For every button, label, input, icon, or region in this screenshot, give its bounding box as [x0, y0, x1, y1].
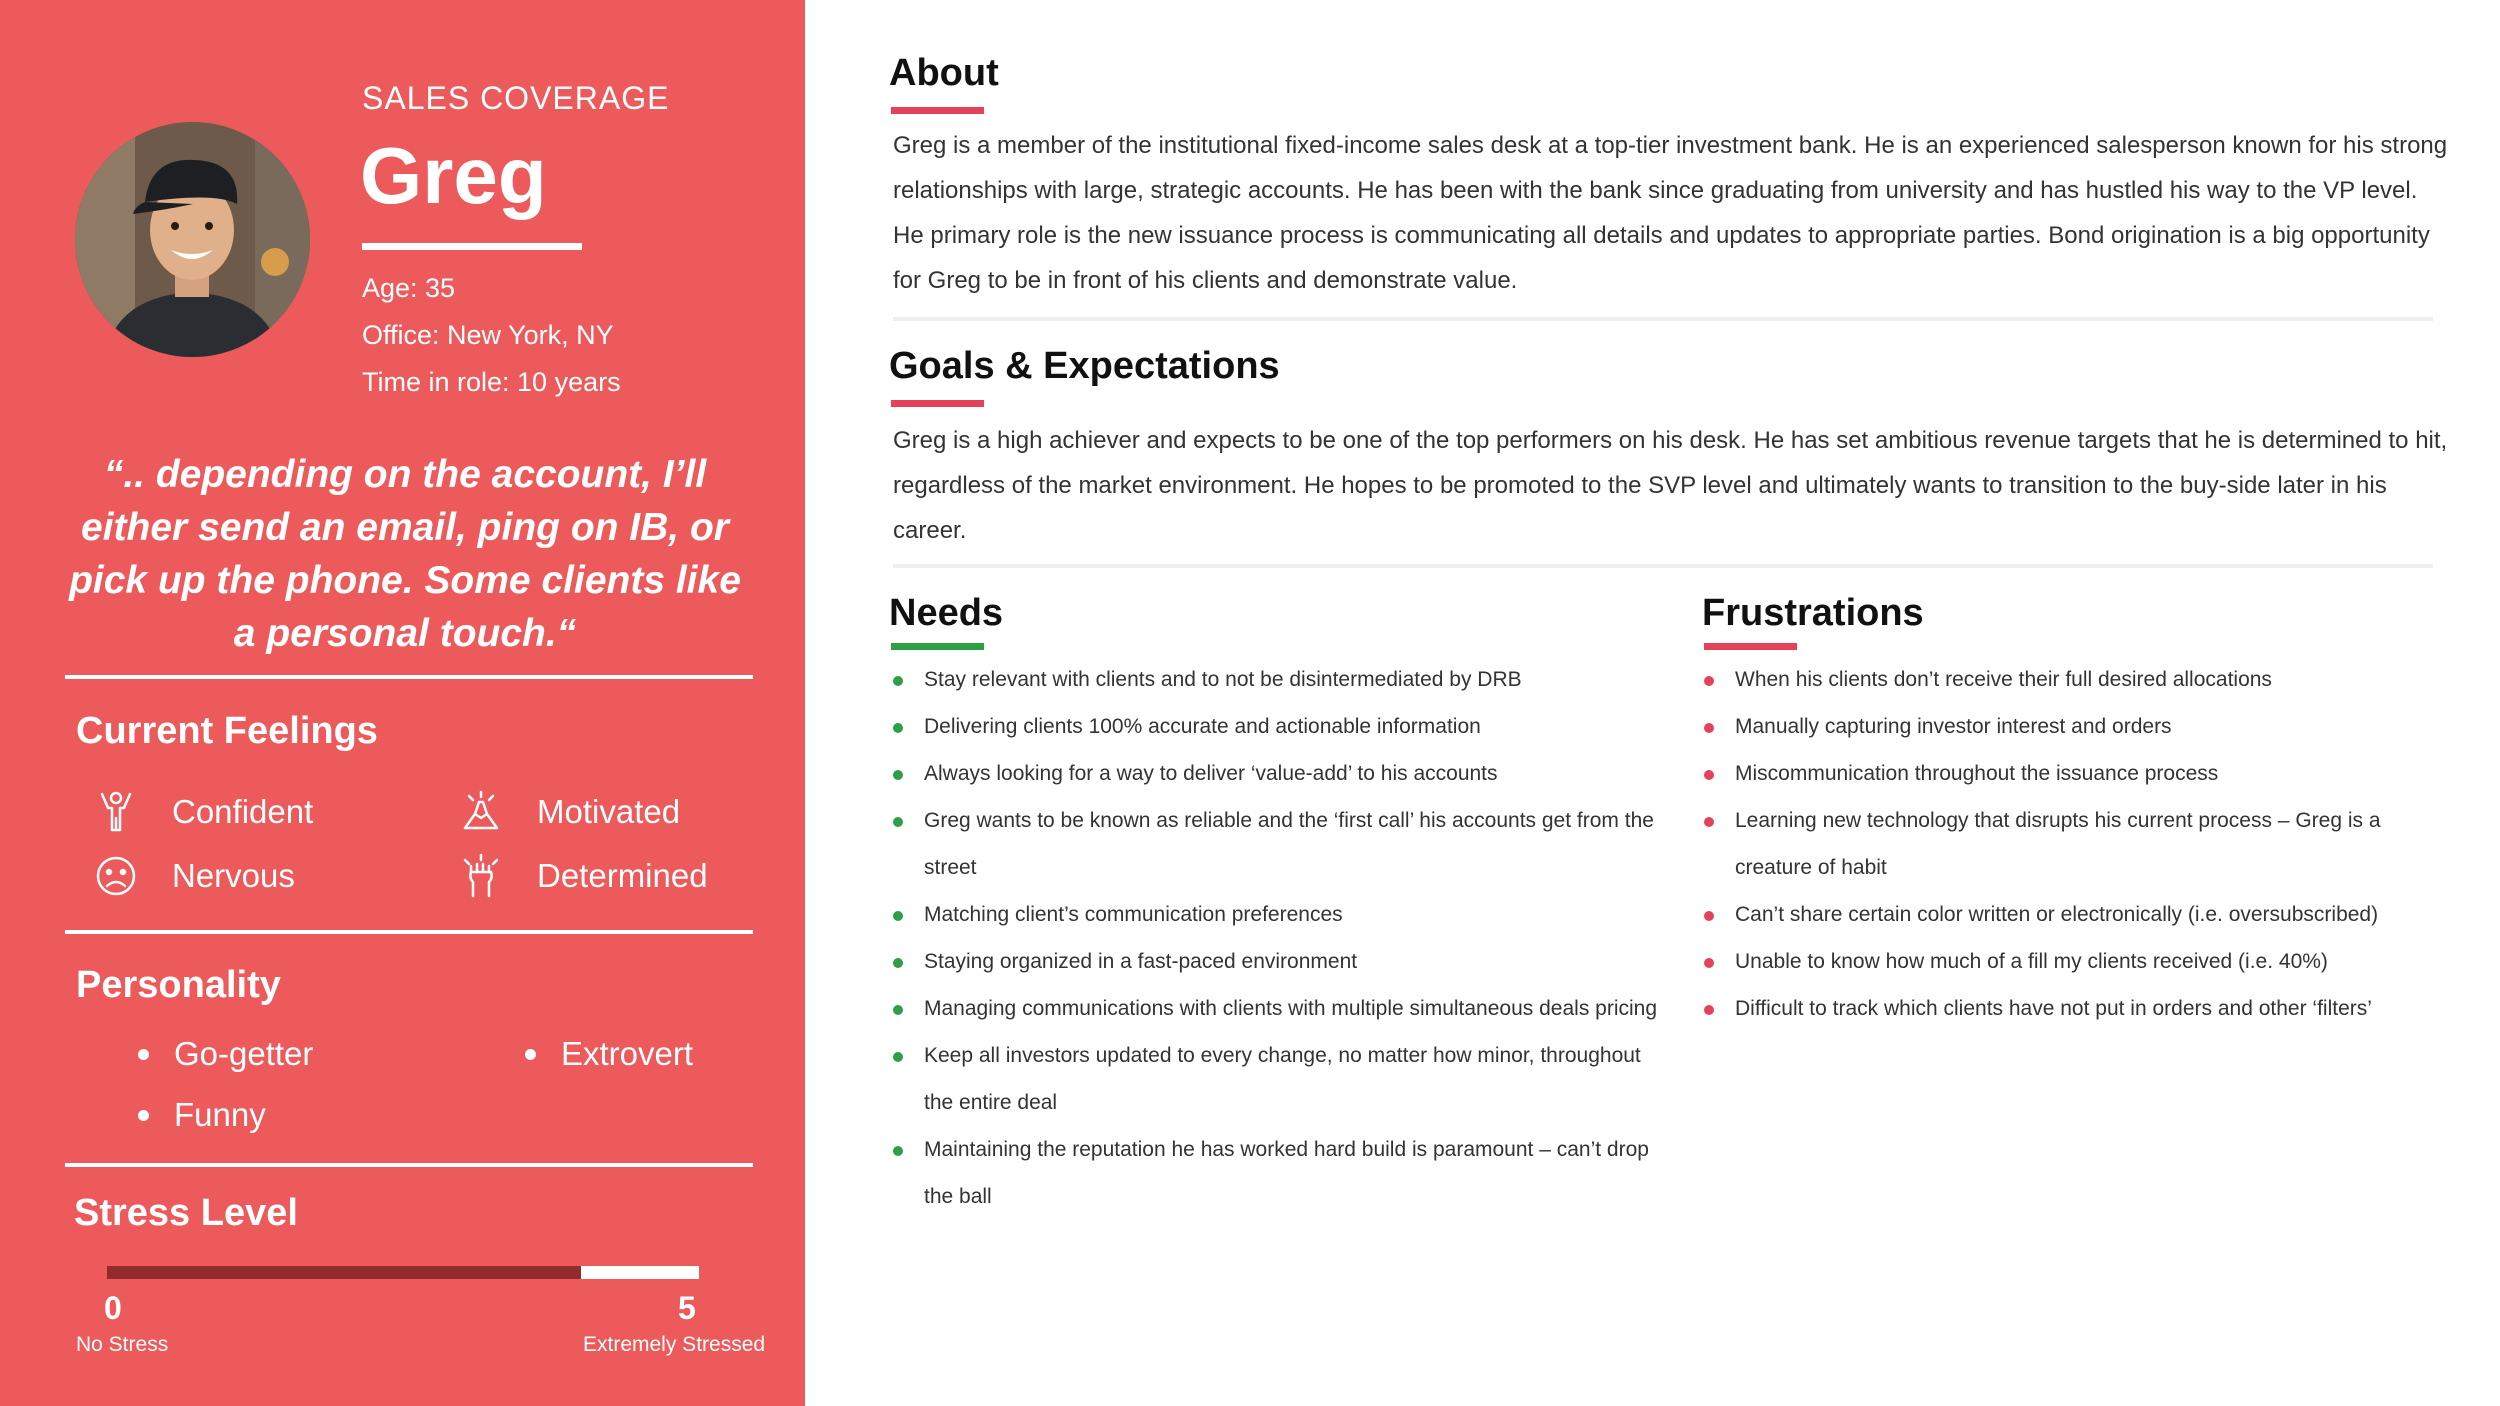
feeling-nervous: [90, 850, 295, 902]
frustration-text: Unable to know how much of a fill my clients received (i.e. 40%): [1735, 950, 2328, 973]
bullet-icon: [893, 958, 903, 968]
goals-text: Greg is a high achiever and expects to be one of the top performers on his desk. He has set ambitious revenue targets that he is determined to hit, regardless of the market environment. He hopes to be promoted to the SVP level and ultimately wants to transition to the buy-side later in his career.: [893, 427, 2448, 544]
needs-title: Needs: [889, 592, 1004, 634]
feeling-motivated: [455, 786, 680, 838]
persona-office: Office: New York, NY: [362, 320, 614, 350]
need-text: Always looking for a way to deliver ‘value-add’ to his accounts: [924, 762, 1498, 785]
stress-level-bar: [107, 1266, 699, 1279]
bullet-icon: [525, 1049, 536, 1060]
list-item: [1702, 938, 2462, 985]
about-text: Greg is a member of the institutional fixed-income sales desk at a top-tier investment bank. He is an experienced salesperson known for his strong relationships with large, strategic accounts. He has been with the bank since graduating from university and has hustled his way to the VP level. He primary role is the new issuance process is communicating all details and updates to appropriate parties. Bond origination is a big opportunity for Greg to be in front of his clients and demonstrate value.: [893, 132, 2448, 294]
bullet-icon: [138, 1049, 149, 1060]
frustration-text: Learning new technology that disrupts his current process – Greg is a creature of habit: [1735, 809, 2381, 879]
stress-level-fill: [107, 1266, 581, 1279]
list-item: [891, 656, 1671, 703]
stress-min: 0: [104, 1290, 122, 1326]
list-item: [1702, 891, 2462, 938]
determined-icon: [455, 850, 507, 902]
goals-underline: [891, 400, 984, 407]
list-item: [1702, 703, 2462, 750]
trait-label: Funny: [174, 1096, 266, 1133]
frustration-text: When his clients don’t receive their full desired allocations: [1735, 668, 2272, 691]
list-item: [1702, 750, 2462, 797]
list-item: [891, 1032, 1671, 1126]
persona-age: Age: 35: [362, 273, 456, 303]
need-text: Matching client’s communication preferences: [924, 903, 1343, 926]
bullet-icon: [893, 770, 903, 780]
frustration-text: Manually capturing investor interest and orders: [1735, 715, 2172, 738]
need-text: Maintaining the reputation he has worked hard build is paramount – can’t drop the ball: [924, 1138, 1649, 1208]
feeling-label: Nervous: [172, 857, 295, 894]
list-item: [1702, 797, 2462, 891]
need-text: Managing communications with clients with multiple simultaneous deals pricing: [924, 997, 1658, 1020]
feeling-label: Confident: [172, 793, 314, 830]
profile-photo: [75, 122, 310, 357]
nervous-icon: [90, 850, 142, 902]
stress-title: Stress Level: [74, 1192, 298, 1234]
frustration-text: Can’t share certain color written or electronically (i.e. oversubscribed): [1735, 903, 2379, 926]
persona-quote: “.. depending on the account, I’ll either send an email, ping on IB, or pick up the phone. Some clients like a personal touch.“: [69, 453, 741, 655]
list-item: [891, 797, 1671, 891]
feeling-label: Determined: [537, 857, 708, 894]
bullet-icon: [1704, 817, 1714, 827]
goals-title: Goals & Expectations: [889, 345, 1280, 387]
confident-icon: [90, 786, 142, 838]
persona-name: Greg: [360, 131, 547, 220]
persona-sidebar: [0, 0, 805, 1406]
frustration-text: Miscommunication throughout the issuance process: [1735, 762, 2219, 785]
personality-trait: [138, 1096, 266, 1134]
list-item: [891, 703, 1671, 750]
personality-title: Personality: [76, 964, 281, 1006]
bullet-icon: [893, 1005, 903, 1015]
need-text: Greg wants to be known as reliable and the ‘first call’ his accounts get from the street: [924, 809, 1654, 879]
list-item: [891, 938, 1671, 985]
bullet-icon: [1704, 1005, 1714, 1015]
stress-min-label: No Stress: [76, 1333, 169, 1356]
bullet-icon: [893, 817, 903, 827]
needs-underline: [891, 643, 984, 650]
feeling-determined: [455, 850, 708, 902]
needs-list: [891, 656, 1671, 1220]
trait-label: Go-getter: [174, 1035, 314, 1072]
frustrations-title: Frustrations: [1702, 592, 1924, 634]
feelings-title: Current Feelings: [76, 710, 378, 752]
need-text: Keep all investors updated to every change, no matter how minor, throughout the entire deal: [924, 1044, 1641, 1114]
list-item: [1702, 985, 2462, 1032]
bullet-icon: [1704, 958, 1714, 968]
persona-time-in-role: Time in role: 10 years: [362, 367, 621, 397]
bullet-icon: [1704, 676, 1714, 686]
need-text: Staying organized in a fast-paced environment: [924, 950, 1358, 973]
personality-trait: [138, 1035, 313, 1073]
frustration-text: Difficult to track which clients have not put in orders and other ‘filters’: [1735, 997, 2372, 1020]
need-text: Delivering clients 100% accurate and actionable information: [924, 715, 1481, 738]
frustrations-underline: [1704, 643, 1797, 650]
list-item: [891, 985, 1671, 1032]
personality-trait: [525, 1035, 693, 1073]
section-divider: [893, 317, 2433, 321]
section-divider: [65, 930, 753, 934]
about-title: About: [889, 52, 999, 94]
bullet-icon: [1704, 770, 1714, 780]
need-text: Stay relevant with clients and to not be disintermediated by DRB: [924, 668, 1522, 691]
bullet-icon: [893, 676, 903, 686]
list-item: [1702, 656, 2462, 703]
feeling-confident: [90, 786, 313, 838]
persona-role: SALES COVERAGE: [362, 80, 670, 116]
list-item: [891, 891, 1671, 938]
frustrations-list: [1702, 656, 2462, 1032]
section-divider: [65, 1163, 753, 1167]
bullet-icon: [138, 1110, 149, 1121]
section-divider: [893, 564, 2433, 568]
section-divider: [65, 675, 753, 679]
trait-label: Extrovert: [561, 1035, 694, 1072]
motivated-icon: [455, 786, 507, 838]
bullet-icon: [893, 1146, 903, 1156]
name-underline: [362, 243, 582, 250]
bullet-icon: [1704, 723, 1714, 733]
list-item: [891, 1126, 1671, 1220]
bullet-icon: [893, 723, 903, 733]
bullet-icon: [893, 911, 903, 921]
bullet-icon: [893, 1052, 903, 1062]
stress-max-label: Extremely Stressed: [583, 1333, 766, 1356]
feeling-label: Motivated: [537, 793, 681, 830]
about-underline: [891, 107, 984, 114]
bullet-icon: [1704, 911, 1714, 921]
list-item: [891, 750, 1671, 797]
stress-max: 5: [678, 1290, 696, 1326]
avatar: [75, 122, 310, 357]
